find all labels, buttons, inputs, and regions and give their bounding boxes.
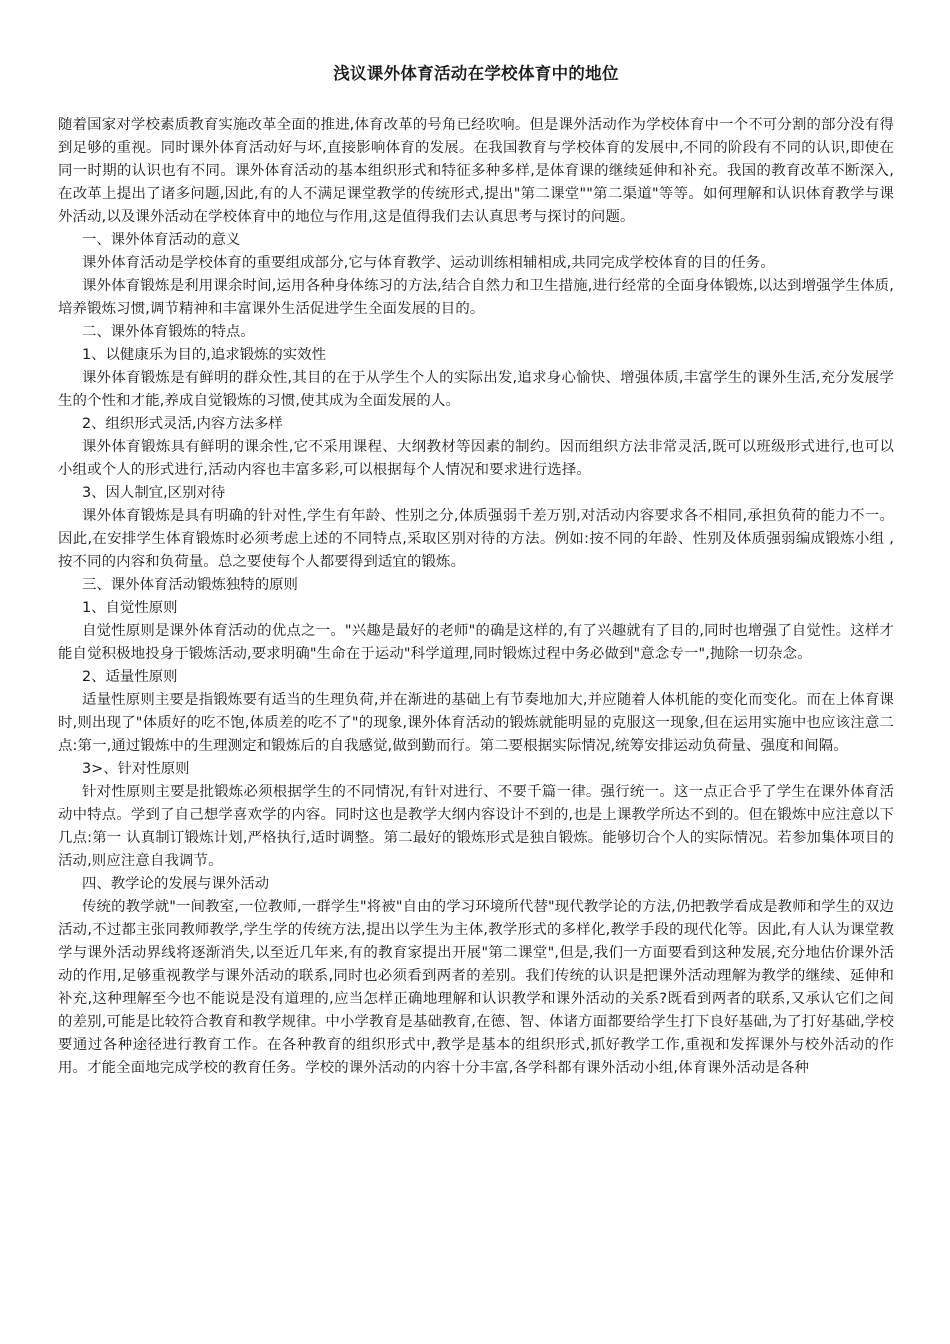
document-body bbox=[58, 114, 894, 1080]
body-paragraph: 课外体育锻炼具有鲜明的课余性,它不采用课程、大纲教材等因素的制约。因而组织方法非常灵活,既可以班级形式进行,也可以小组或个人的形式进行,活动内容也丰富多彩,可以根据每个人情况和要求进行选择。 bbox=[58, 439, 894, 478]
section-heading: 1、以健康乐为目的,追求锻炼的实效性 bbox=[82, 347, 326, 363]
section-heading: 3、因人制宜,区别对待 bbox=[82, 485, 226, 501]
section-heading: 三、课外体育活动锻炼独特的原则 bbox=[82, 577, 298, 593]
body-paragraph: 课外体育活动是学校体育的重要组成部分,它与体育教学、运动训练相辅相成,共同完成学校体育的目的任务。 bbox=[82, 255, 775, 271]
body-paragraph: 自觉性原则是课外体育活动的优点之一。"兴趣是最好的老师"的确是这样的,有了兴趣就有了目的,同时也增强了自觉性。这样才能自觉积极地投身于锻炼活动,要求明确"生命在于运动"科学道理,同时锻炼过程中务必做到"意念专一",抛除一切杂念。 bbox=[58, 623, 894, 662]
body-paragraph: 针对性原则主要是批锻炼必须根据学生的不同情况,有针对进行、不要千篇一律。强行统一。这一点正合乎了学生在课外体育活动中特点。学到了自己想学喜欢学的内容。同时这也是教学大纲内容设计不到的,也是上课教学所达不到的。但在锻炼中应注意以下几点:第一 认真制订锻炼计划,严格执行,适时调整。第二最好的锻炼形式是独自锻炼。能够切合个人的实际情况。若参加集体项目的活动,则应注意自我调节。 bbox=[58, 784, 894, 869]
section-heading: 2、组织形式灵活,内容方法多样 bbox=[82, 416, 283, 432]
body-paragraph: 课外体育锻炼是利用课余时间,运用各种身体练习的方法,结合自然力和卫生措施,进行经常的全面身体锻炼,以达到增强学生体质,培养锻炼习惯,调节精神和丰富课外生活促进学生全面发展的目的。 bbox=[58, 278, 894, 317]
document-page bbox=[58, 62, 894, 1080]
body-paragraph: 适量性原则主要是指锻炼要有适当的生理负荷,并在渐进的基础上有节奏地加大,并应随着人体机能的变化而变化。而在上体育课时,则出现了"体质好的吃不饱,体质差的吃不了"的现象,课外体育活动的锻炼就能明显的克服这一现象,但在运用实施中也应该注意二点:第一,通过锻炼中的生理测定和锻炼后的自我感觉,做到勤而行。第二要根据实际情况,统筹安排运动负荷量、强度和间隔。 bbox=[58, 692, 894, 754]
body-paragraph: 传统的教学就"一间教室,一位教师,一群学生"将被"自由的学习环境所代替"现代教学论的方法,仍把教学看成是教师和学生的双边活动,不过都主张同教师教学,学生学的传统方法,提出以学生为主体,教学形式的多样化,教学手段的现代化等。因此,有人认为课堂教学与课外活动界线将逐渐消失,以至近几年来,有的教育家提出开展"第二课堂",但是,我们一方面要看到这种发展,充分地估价课外活动的作用,足够重视教学与课外活动的联系,同时也必须看到两者的差别。我们传统的认识是把课外活动理解为教学的继续、延伸和补充,这种理解至今也不能说是没有道理的,应当怎样正确地理解和认识教学和课外活动的关系?既看到两者的联系,又承认它们之间的差别,可能是比较符合教育和教学规律。中小学教育是基础教育,在德、智、体诸方面都要给学生打下良好基础,为了打好基础,学校要通过各种途径进行教育工作。在各种教育的组织形式中,教学是基本的组织形式,抓好教学工作,重视和发挥课外与校外活动的作用。才能全面地完成学校的教育任务。学校的课外活动的内容十分丰富,各学科都有课外活动小组,体育课外活动是各种 bbox=[58, 899, 894, 1076]
body-paragraph: 课外体育锻炼是具有明确的针对性,学生有年龄、性别之分,体质强弱千差万别,对活动内容要求各不相同,承担负荷的能力不一。因此,在安排学生体育锻炼时必须考虑上述的不同特点,采取区别对待的方法。例如:按不同的年龄、性别及体质强弱编成锻炼小组 ,按不同的内容和负荷量。总之要使每个人都要得到适宜的锻炼。 bbox=[58, 508, 894, 570]
section-heading: 四、教学论的发展与课外活动 bbox=[82, 876, 270, 892]
body-paragraph: 课外体育锻炼是有鲜明的群众性,其目的在于从学生个人的实际出发,追求身心愉快、增强体质,丰富学生的课外生活,充分发展学生的个性和才能,养成自觉锻炼的习惯,使其成为全面发展的人。 bbox=[58, 370, 894, 409]
section-heading: 二、课外体育锻炼的特点。 bbox=[82, 324, 255, 340]
section-heading: 3>、针对性原则 bbox=[82, 761, 190, 777]
section-heading: 一、课外体育活动的意义 bbox=[82, 232, 241, 248]
section-heading: 2、适量性原则 bbox=[82, 669, 178, 685]
section-heading: 1、自觉性原则 bbox=[82, 600, 178, 616]
document-title: 浅议课外体育活动在学校体育中的地位 bbox=[333, 64, 619, 83]
body-paragraph: 随着国家对学校素质教育实施改革全面的推进,体育改革的号角已经吹响。但是课外活动作为学校体育中一个不可分割的部分没有得到足够的重视。同时课外体育活动好与坏,直接影响体育的发展。在我国教育与学校体育的发展中,不同的阶段有不同的认识,即使在同一时期的认识也有不同。课外体育活动的基本组织形式和特征多种多样,是体育课的继续延伸和补充。我国的教育改革不断深入,在改革上提出了诸多问题,因此,有的人不满足课堂教学的传统形式,提出"第二课堂""第二渠道"等等。如何理解和认识体育教学与课外活动,以及课外活动在学校体育中的地位与作用,这是值得我们去认真思考与探讨的问题。 bbox=[58, 117, 894, 225]
